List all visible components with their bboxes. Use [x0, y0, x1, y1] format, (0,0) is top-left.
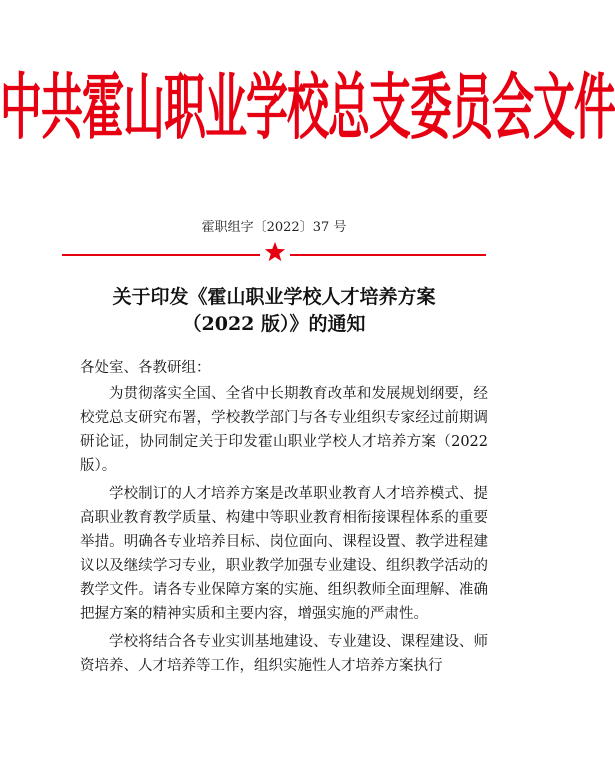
- greeting: 各处室、各教研组：: [80, 360, 211, 376]
- notice-title-line-2: （2022 版）》的通知: [182, 313, 366, 335]
- document-body: [80, 356, 488, 682]
- body-paragraph: 学校将结合各专业实训基地建设、专业建设、课程建设、师资培养、人才培养等工作，组织实施性人才培养方案执行: [80, 634, 488, 674]
- divider-line-right: [290, 254, 486, 256]
- body-paragraph: 为贯彻落实全国、全省中长期教育改革和发展规划纲要，经校党总支研究布署，学校教学部门与各专业组织专家经过前期调研论证，协同制定关于印发霍山职业学校人才培养方案（2022 版）。: [80, 386, 488, 474]
- notice-title-line-1: 关于印发《霍山职业学校人才培养方案: [112, 286, 436, 308]
- document-number: 霍职组字〔2022〕37 号: [201, 220, 347, 235]
- notice-title: [0, 284, 548, 338]
- document-header-title: 中共霍山职业学校总支委员会文件: [0, 65, 615, 149]
- body-paragraph: 学校制订的人才培养方案是改革职业教育人才培养模式、提高职业教育教学质量、构建中等职业教育相衔接课程体系的重要举措。明确各专业培养目标、岗位面向、课程设置、教学进程建议以及继续学习专业，职业教学加强专业建设、组织教学活动的教学文件。请各专业保障方案的实施、组织教师全面理解、准确把握方案的精神实质和主要内容，增强实施的严肃性。: [80, 486, 488, 622]
- divider-line-left: [62, 254, 260, 256]
- star-icon: [264, 241, 286, 263]
